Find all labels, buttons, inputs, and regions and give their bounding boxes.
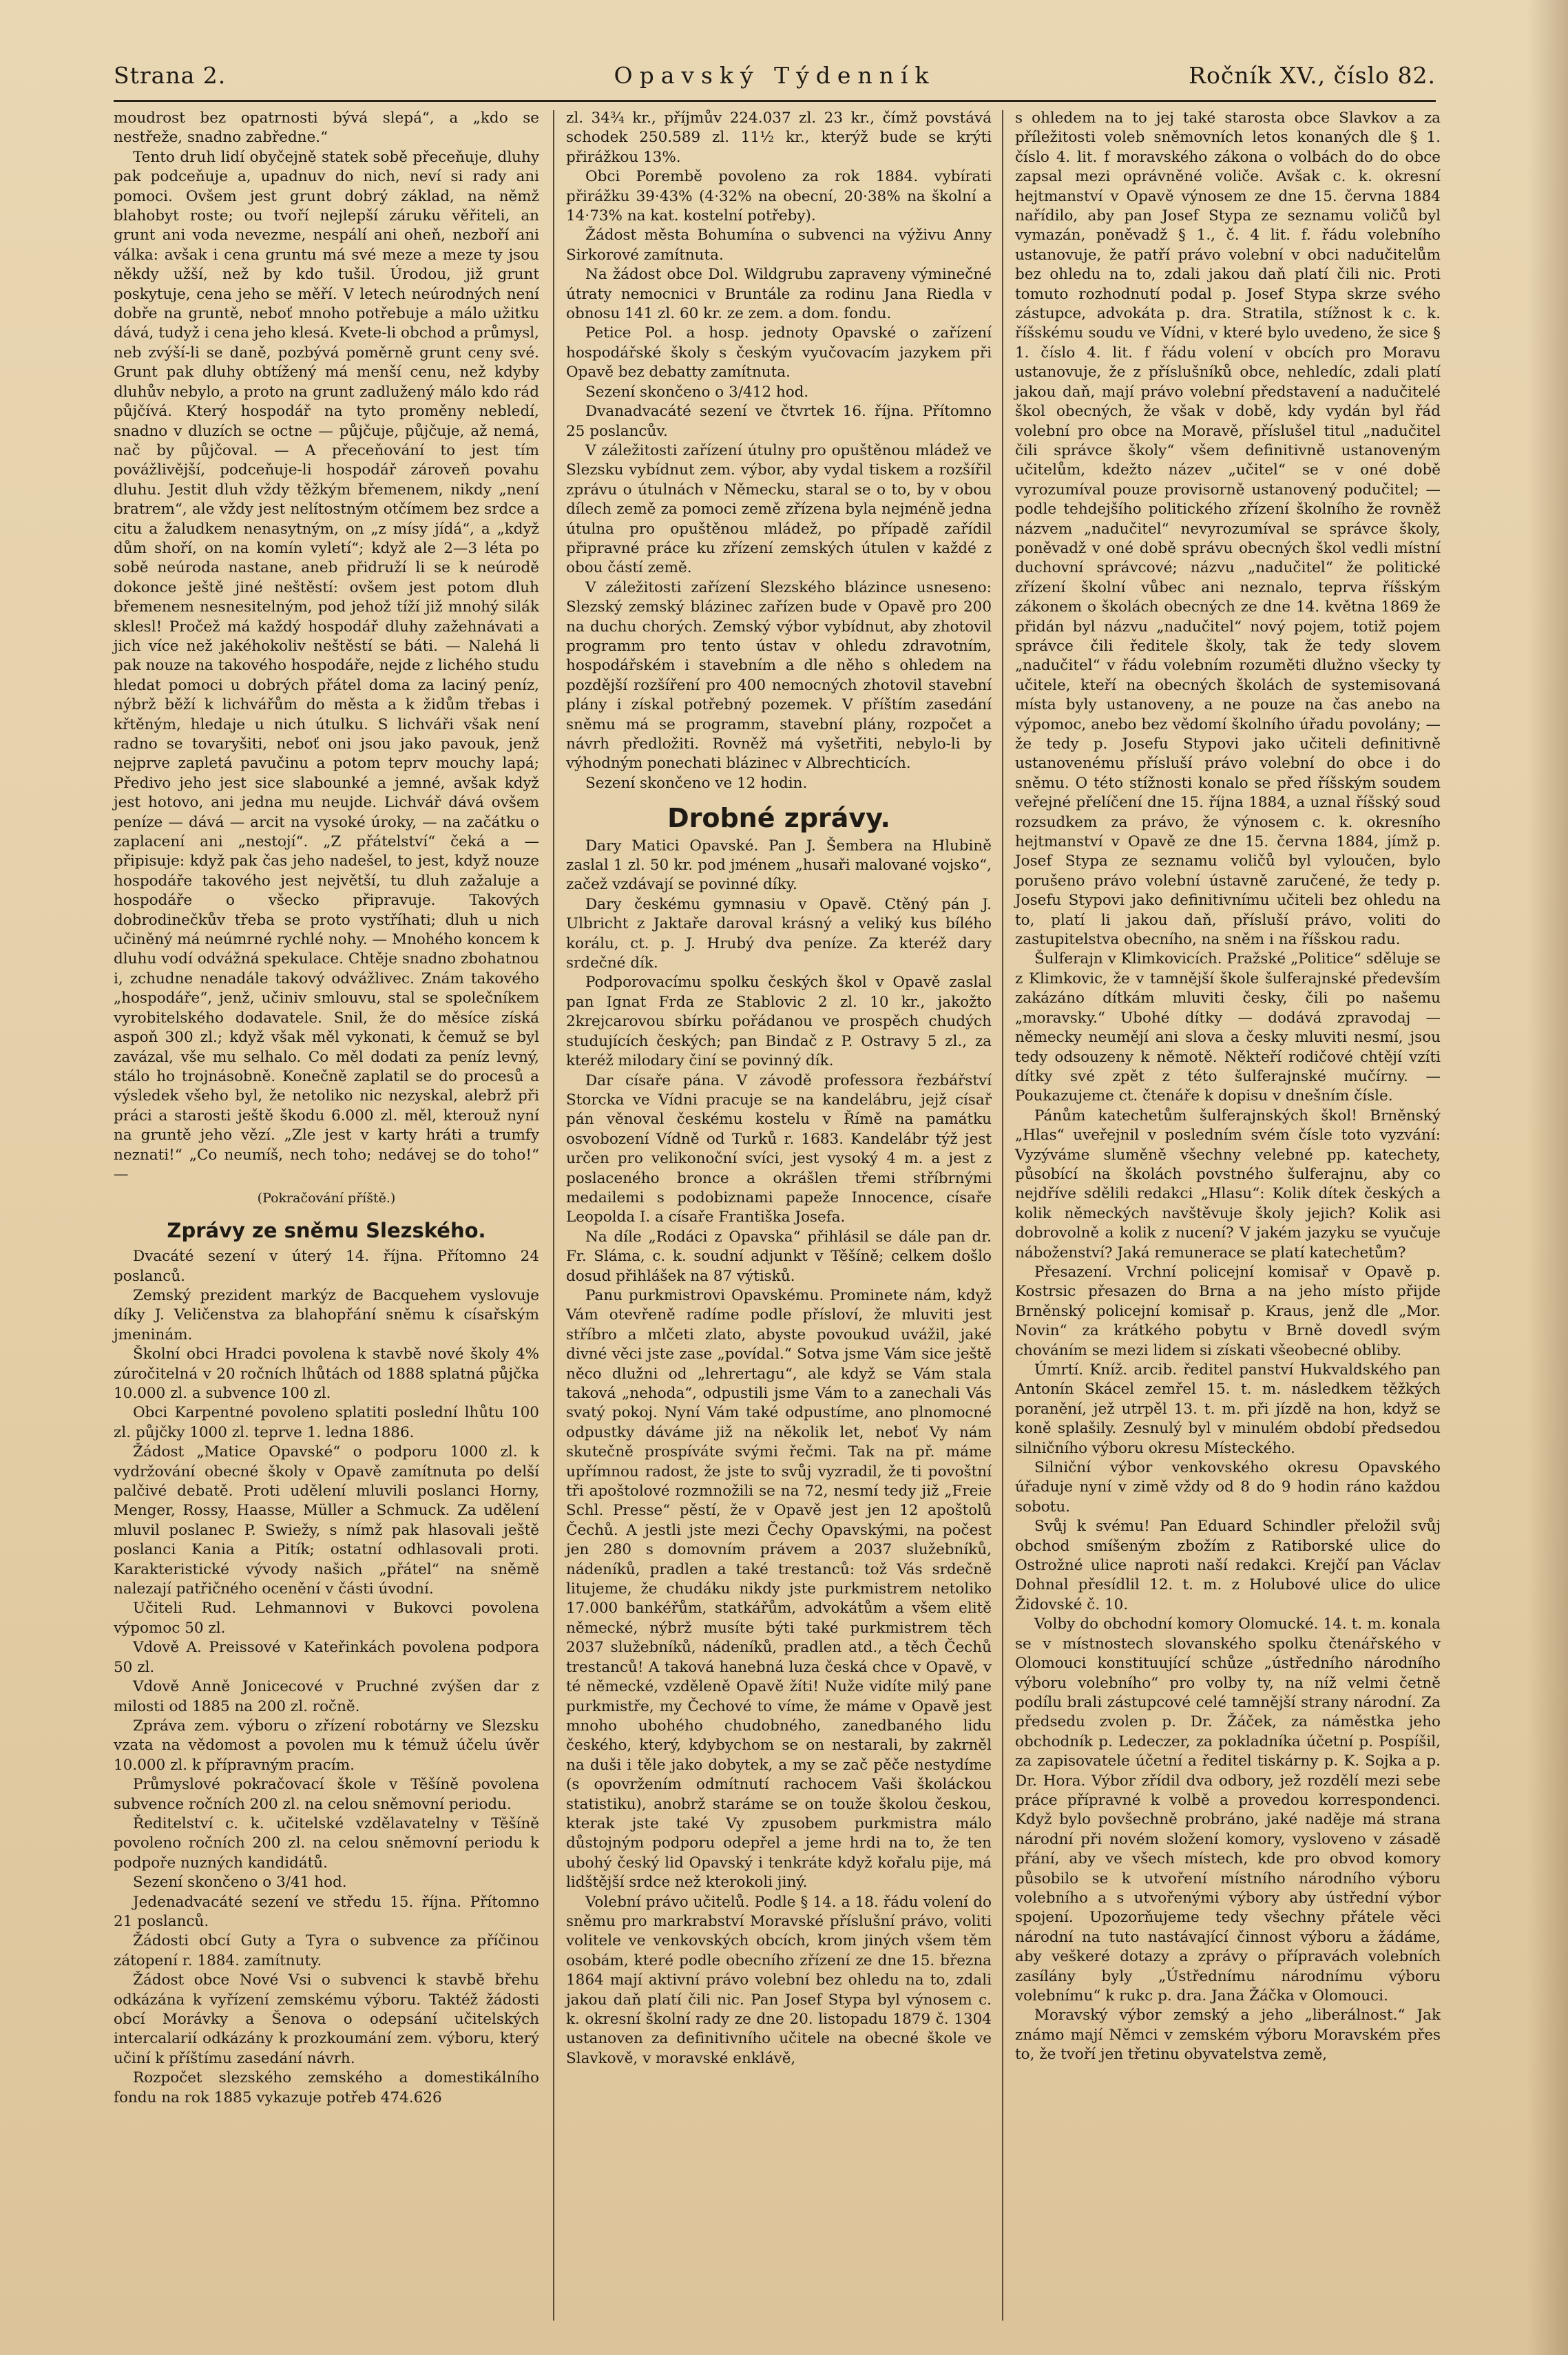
news-item: Svůj k svému! Pan Eduard Schindler přeložil svůj obchod smíšeným zbožím z Ratiborské ulice do Ostrožné ulice naproti naší redakci. Krejčí pan Václav Dohnal přesídlil 12. t. m. z Holubové ulice do ulice Židovské č. 10.: [1015, 1518, 1441, 1613]
news-item: Úmrtí. Kníž. arcib. ředitel panství Hukvaldského pan Antonín Skácel zemřel 15. t. m. následkem těžkých poranění, jež utrpěl 13. t. m. při jízdě na hon, když se koně splašily. Zesnulý byl v minulém období předsedou silničního výboru okresu Místeckého.: [1015, 1361, 1441, 1457]
news-item: Šulferajn v Klimkovicích. Pražské „Politice“ sděluje se z Klimkovic, že v tamnější škole šulferajnské především zakázáno dítkám mluviti česky, čili po našemu „moravsky.“ Ubohé dítky — dodává zpravodaj — německy neumějí ani slova a česky mluviti nesmí, jsou tedy odsouzeny k němotě. Někteří rodičové chtějí vzíti dítky své zpět z této šulferajnské mučírny. — Poukazujeme ct. čtenáře k dopisu v dnešním čísle.: [1015, 950, 1441, 1105]
news-item: Panu purkmistrovi Opavskému. Prominete nám, když Vám otevřeně radíme podle přísloví, že mluviti jest stříbro a mlčeti zlato, abyste povoukud uvážil, jaké divné věci jste zase „povídal.“ Sotva jsme Vám sice ještě něco dlužni od „lehrertagu“, ale když se Vám stala taková „nehoda“, odpustili jsme Vám to a zanechali Vás svatý pokoj. Nyní Vám také odpustíme, ano plnomocné odpustky dáváme již na několik let, neboť Vy nám skutečně prospíváte svými řečmi. Tak na př. máme upřímnou radost, že jste to svůj vyzradil, že ti povoštní tři apoštolové rozmnožili se na 72, nesmí tedy již „Freie Schl. Presse“ pěstí, že v Opavě jest jen 12 apoštolů Čechů. A jestli jste mezi Čechy Opavskými, na počest jen 280 s domovním právem a 2037 služebníků, nádeníků, pradlen a také trestanců: tož Vás srdečně litujeme, že chudáku nikdy jste purkmistrem netoliko 17.000 bankéřům, statkářům, advokátům a všem elitě německé, nýbrž musíte býti také purkmistrem těch 2037 služebníků, nádeníků, pradlen atd., a těch Čechů trestanců! A taková hanebná luza česká chce v Opavě, v té německé, vzděleně Opavě žíti! Nuže vidíte milý pane purkmistře, my Čechové to víme, že máme v Opavě jest mnoho ubohého chudobného, zanedbaného lidu českého, který, kdybychom se on nestarali, by zakrněl na duši i těle jako dobytek, a my se zač pěče nestydíme (s opovržením odmítnutí rachocem Vaši školáckou statistiku), anobrž staráme se on touže školou českou, kterak jste také Vy zpusobem purkmistra málo důstojným podporu odepřel a jeme hrdi na to, že ten ubohý český lid Opavský i tenkráte když kořalu pije, má lidštější srdce než kterokoli jiný.: [566, 1286, 992, 1892]
paragraph: zl. 34¾ kr., příjmův 224.037 zl. 23 kr., čímž povstává schodek 250.589 zl. 11½ kr., kterýž bude se krýti přirážkou 13%.: [566, 109, 992, 166]
paragraph: V záležitosti zařízení útulny pro opuštěnou mládež ve Slezsku vybídnut zem. výbor, aby vydal tiskem a rozšířil zprávu o útulnách v Německu, staral se o to, by v obou dílech země za pomoci země zřízena byla nejméně jedna útulna pro opuštěnou mládež, po případě zařídil připravné práce ku zřízení zemských útulen v každé z obou částí země.: [566, 441, 992, 577]
column-divider: [553, 110, 554, 2321]
column-2: [566, 109, 992, 2069]
header-rule: [114, 100, 1436, 102]
paragraph: Zemský prezident markýz de Bacquehem vyslovuje díky J. Veličenstva za blahopřání sněmu k císařským jmeninám.: [114, 1286, 539, 1343]
paragraph: Tento druh lidí obyčejně statek sobě přeceňuje, dluhy pak podceňuje a, upadnuv do nich, neví si rady ani pomoci. Ovšem jest grunt dobrý základ, na němž blahobyt roste; ou tvoří nejlepší záruku věřiteli, an grunt ani voda nevezme, nespálí ani oheň, nezboří ani válka: avšak i cena gruntu má své meze a meze ty jsou někdy užší, než by kdo tušil. Úrodou, již grunt poskytuje, cena jeho se měří. V letech neúrodných není dobře na gruntě, neboť mnoho potřebuje a málo užitku dává, tudyž i cena jeho klesá. Kvete-li obchod a průmysl, neb zvýší-li se daně, pozbývá poměrně grunt ceny své. Grunt pak dluhy obtížený má menší cenu, než kdyby dluhův nebylo, a proto na grunt zadlužený málo kdo rád půjčívá. Který hospodář na tyto proměny nebledí, snadno v dluzích se octne — půjčuje, půjčuje, až nemá, nač by půjčoval. — A přeceňování to jest tím povážlivější, podceňuje-li hospodář zároveň povahu dluhu. Jestit dluh vždy těžkým břemenem, nikdy „není bratrem“, ale vždy jest nelítostným otčímem bez srdce a citu a žaludkem nenasytným, on „z mísy jídá“, a „když dům shoří, on na komín vyletí“; když ale 2—3 léta po sobě neúroda nastane, aneb přidruží li se k neúrodě dokonce ještě jiné neštěstí: ovšem jest potom dluh břemenem nesnesitelným, pod jehož tíží již mnohý silák sklesl! Pročež má každý hospodář dluhy zažehnávati a jich více než jakéhokoliv neštěstí se báti. — Nalehá li pak nouze na takového hospodáře, nejde z lichého studu hledat pomoci u dobrých přátel doma za laciný peníz, nýbrž běží k lichvářům do města a k židům třebas i křtěným, hledaje u nich útulku. S lichváři však není radno se tovaryšiti, neboť oni jsou jako pavouk, jenž nejprve zapletá pavučinu a potom teprv mouchy lapá; Předivo jeho jest sice slabounké a jemné, avšak když jest hotovo, ani jedna mu neujde. Lichvář dává ovšem peníze — dává — arcit na vysoké úroky, — na začátku o zaplacení ani „nestojí“. „Z přátelství“ čeká a — připisuje: když pak čas jeho nadešel, to jest, když nouze hospodáře takového jest největší, tu dluh zažaluje a hospodáře o všecko připravuje. Takových dobrodinečkův třeba se proto vystříhati; dluh u nich učiněný má neúmrné rychlé nohy. — Mnohého koncem k dluhu vodí odvážná spekulace. Chtěje snadno zbohatnou i, zchudne nenadále takový odvážlivec. Znám takového „hospodáře“, jenž, učiniv smlouvu, stal se společníkem vyrobitelského dodavatele. Snil, že do měsíce získá aspoň 300 zl.; když však měl vykonati, k čemuž se byl zavázal, vše mu selhalo. Co měl dodati za peníz levný, stálo ho trojnásobně. Konečně zaplatil se do procesů a výsledek všeho byl, že netoliko nic nezyskal, alebrž při práci a starosti ještě škodu 6.000 zl. měl, kterouž nyní na gruntě jeho vězí. „Zle jest v karty hráti a trumfy neznati!“ „Co neumíš, nech toho; nedávej se do toho!“ —: [114, 148, 540, 1183]
paragraph: V záležitosti zařízení Slezského blázince usneseno: Slezský zemský blázinec zařízen bude v Opavě pro 200 na duchu chorých. Zemský výbor vybídnut, aby zhotovil programm pro tento ústav v ohledu zdravotním, hospodářském i stavebním a dle něho s ohledem na pozdější rozšíření pro 400 nemocných zhotovil stavební plány i získal potřebný pozemek. V příštím zasedání sněmu má se programm, stavební plány, rozpočet a návrh předložiti. Rovněž má vyšetřiti, nebylo-li by výhodným ponechati blázinec v Albrechticích.: [566, 578, 992, 773]
news-item: Volební právo učitelů. Podle § 14. a 18. řádu volení do sněmu pro markrabství Moravské příslušní právo, voliti volitele ve venkovských obcích, krom jiných všem těm osobám, které podle obecního zřízení ze dne 15. března 1864 mají aktivní právo volební bez ohledu na to, zdali jakou daň platí čili nic. Pan Josef Stypa byl výnosem c. k. okresní školní rady ze dne 20. listopadu 1879 č. 1304 ustanoven za definitivního učitele na obecné škole ve Slavkově, v moravské enklávě,: [566, 1893, 992, 2067]
paragraph: Ředitelství c. k. učitelské vzdělavatelny v Těšíně povoleno ročních 200 zl. na celou sněmovní periodu k podpoře nuzných kandidátů.: [114, 1814, 539, 1872]
paragraph: Zpráva zem. výboru o zřízení robotárny ve Slezsku vzata na vědomost a povolen mu k témuž účelu úvěr 10.000 zl. k přípravným pracím.: [114, 1717, 539, 1774]
column-3: [1015, 109, 1441, 2065]
paragraph: Vdově Anně Jonicecové v Pruchné zvýšen dar z milosti od 1885 na 200 zl. ročně.: [114, 1678, 539, 1715]
paragraph: s ohledem na to jej také starosta obce Slavkov a za příležitosti voleb sněmovních letos konaných dle § 1. číslo 4. lit. f moravského zákona o volbách do do obce zapsal mezi oprávněné voliče. Avšak c. k. okresní hejtmanství v Opavě výnosem ze dne 15. června 1884 nařídilo, aby pan Josef Stypa ze seznamu voličů byl vymazán, poněvadž § 1., č. 4 lit. f. řádu volebního ustanovuje, že patří právo volební v obci nadučitelům bez ohledu na to, zdali jakou daň platí čili nic. Proti tomuto rozhodnutí podal p. Josef Stypa skrze svého zástupce, advokáta p. dra. Stratila, stížnost k c. k. říšskému soudu ve Vídni, v které bylo uvedeno, že sice § 1. číslo 4. lit. f řádu volení v obcích pro Moravu ustanovuje, že z příslušníků obce, nehledíc, zdali platí jakou daň, mají právo volební představení a nadučitelé škol obecných, že však v době, kdy vydán byl řád volební pro obce na Moravě, příslušel titul „nadučitel čili správce školy“ všem definitivně ustanoveným učitelům, kdežto název „učitel“ se v oné době vyrozumíval pouze provisorně ustanovený podučitel; — podle tehdejšího politického zřízení školního že rovněž názvem „nadučitel“ nevyrozumíval se správce školy, poněvadž v oné době správu obecných škol vedli místní duchovní správcové; názvu „nadučitel“ že politické zřízení školní vůbec ani neznalo, teprva říšským zákonem o školách obecných ze dne 14. května 1869 že přidán byl názvu „nadučitel“ nový pojem, totiž pojem správce čili ředitele školy, tak že tedy slovem „nadučitel“ v řádu volebním rozuměti dlužno všecky ty učitele, kteří na obecných školách de systemisovaná místa byly ustanoveny, a ne pouze na čas anebo na výpomoc, anebo bez vědomí školního úřadu povolány; — že tedy p. Josefu Stypovi jako učiteli definitivně ustanovenému přísluší právo volební do obce i do sněmu. O této stížnosti konalo se před říšským soudem veřejné přelíčení dne 15. října 1884, a uznal říšský soud rozsudkem za právo, že výnosem c. k. okresního hejtmanství v Opavě ze dne 15. června 1884, jímž p. Josef Stypa ze seznamu voličů byl vyloučen, bylo porušeno právo volební ústavně zaručené, že tedy p. Josefu Stypovi jako definitivnímu učiteli bez ohledu na to, platí li jakou daň, přísluší právo, voliti do zastupitelstva obecního, na sněm i na říšskou radu.: [1015, 109, 1441, 949]
newspaper-title: Opavský Týdenník: [614, 62, 936, 89]
page-number: Strana 2.: [114, 62, 227, 89]
news-item: Pánům katechetům šulferajnských škol! Brněnský „Hlas“ uveřejnil v posledním svém čísle toto vyzvání: Vyzýváme sluměně všechny velebné pp. katechety, působící na školách povstného šulferajnu, aby co nejdříve sdělili redakci „Hlasu“: Kolik dítek českých a kolik německých navštěvuje školy jejich? Kolik asi dobrovolně a kolik z nucení? V jakém jazyku se vyučuje náboženství? Jaká remunerace se platí katechetům?: [1015, 1107, 1441, 1262]
paragraph: Dvanadvacáté sezení ve čtvrtek 16. října. Přítomno 25 poslancův.: [566, 403, 992, 440]
issue-number: Ročník XV., číslo 82.: [1189, 62, 1436, 89]
column-1: [114, 109, 539, 2108]
paragraph: Školní obci Hradci povolena k stavbě nové školy 4% zúročitelná v 20 ročních lhůtách od 1888 splatná půjčka 10.000 zl. a subvence 100 zl.: [114, 1346, 539, 1402]
paragraph: Rozpočet slezského zemského a domestikálního fondu na rok 1885 vykazuje potřeb 474.626: [114, 2069, 539, 2106]
paragraph: Sezení skončeno o 3/412 hod.: [585, 383, 809, 401]
paragraph: Obci Porembě povoleno za rok 1884. vybírati přirážku 39·43% (4·32% na obecní, 20·38% na školní a 14·73% na kat. kostelní potřeby).: [566, 168, 992, 225]
column-divider: [1002, 110, 1003, 2321]
news-item: Dary Matici Opavské. Pan J. Šembera na Hlubině zaslal 1 zl. 50 kr. pod jménem „husaři malované vojsko“, začež vzdávají se povinné díky.: [566, 837, 992, 894]
paragraph: Žádost „Matice Opavské“ o podporu 1000 zl. k vydržování obecné školy v Opavě zamítnuta po delší palčivé debatě. Proti udělení mluvili poslanci Horny, Menger, Rossy, Haasse, Müller a Schmuck. Za udělení mluvil poslanec P. Swiežy, s nímž pak hlasovali ještě poslanci Kania a Pitík; ostatní odhlasovali proti. Karakteristické vývody našich „přátel“ na sněmě nalezají patřičného ocenění v části úvodní.: [114, 1443, 539, 1598]
continued-note: (Pokračování příště.): [257, 1191, 396, 1206]
paragraph: Žádost města Bohumína o subvenci na výživu Anny Sirkorové zamítnuta.: [566, 227, 992, 264]
news-item: Silniční výbor venkovského okresu Opavského úřaduje nyní v zimě vždy od 8 do 9 hodin ráno každou sobotu.: [1015, 1459, 1441, 1516]
paragraph: Na žádost obce Dol. Wildgrubu zapraveny výminečné útraty nemocnici v Bruntále za rodinu Jana Riedla v obnosu 141 zl. 60 kr. ze zem. a dom. fondu.: [566, 266, 992, 323]
page-header: [114, 62, 1436, 103]
paragraph: Sezení skončeno o 3/41 hod.: [133, 1874, 347, 1892]
news-item: Dar císaře pána. V závodě professora řezbářství Storcka ve Vídni pracuje se na kandelábru, jejž císař pán věnoval českému kostelu v Římě na památku osvobození Vídně od Turků r. 1683. Kandelábr týž jest určen pro velikonoční svíci, jest vysoký 4 m. a jest z poslaceného bronce a okrášlen třemi stříbrnými medailemi s podobiznami papeže Innocence, císaře Leopolda I. a císaře Františka Josefa.: [566, 1071, 992, 1226]
paragraph: Petice Pol. a hosp. jednoty Opavské o zařízení hospodářské školy s českým vyučovacím jazykem při Opavě bez debatty zamítnuta.: [566, 324, 992, 381]
paragraph: Učiteli Rud. Lehmannovi v Bukovci povolena výpomoc 50 zl.: [114, 1600, 539, 1637]
paragraph: Žádost obce Nové Vsi o subvenci k stavbě břehu odkázána k vyřízení zemskému výboru. Taktéž žádosti obcí Morávky a Šenova o odepsání učitelských intercalarií odkázány k prozkoumání zem. výboru, který učiní k příštímu zasedání návrh.: [114, 1971, 539, 2067]
section-heading: Drobné zprávy.: [667, 803, 890, 834]
paragraph: Sezení skončeno ve 12 hodin.: [585, 774, 808, 792]
news-item: Volby do obchodní komory Olomucké. 14. t. m. konala se v místnostech slovanského spolku čtenářského v Olomouci konstituující schůze „ústředního národního výboru volebního“ pro volby ty, na níž velmi četně podílu brali zástupcové celé tamnější strany národní. Za předsedu zvolen p. Dr. Žáček, za náměstka jeho obchodník p. Ledeczer, za pokladníka účetní p. Pospíšil, za zapisovatele účetní a ředitel tiskárny p. K. Sojka a p. Dr. Hora. Výbor zřídil dva odbory, jež rozdělí mezi sebe práce přípravné k volbě a provedou korrespondenci. Když bylo povšechně probráno, jaké naděje má strana národní při novém složení komory, vysloveno v zásadě přání, aby ve všech místech, kde pro obvod komory působilo se k utvoření místního národního výboru volebního a s utvořenými výbory aby ústřední výbor spojení. Upozorňujeme tedy všechny přátele věci národní na tuto nastávající činnost výboru a žádáme, aby veškeré dotazy a zprávy o přípravách volebních zasílány byly „Ústřednímu národnímu výboru volebnímu“ k rukc p. dra. Jana Žáčka v Olomouci.: [1015, 1615, 1441, 2005]
news-item: Na díle „Rodáci z Opavska“ přihlásil se dále pan dr. Fr. Sláma, c. k. soudní adjunkt v Těšíně; celkem došlo dosud přihlášek na 87 výtisků.: [566, 1228, 992, 1285]
news-item: Moravský výbor zemský a jeho „liberálnost.“ Jak známo mají Němci v zemském výboru Moravském přes to, že tvoří jen třetinu obyvatelstva země,: [1015, 2007, 1441, 2064]
news-item: Přesazení. Vrchní policejní komisař v Opavě p. Kostrsic přesazen do Brna a na jeho místo přijde Brněnský policejní komisař p. Kraus, jenž dle „Mor. Novin“ za krátkého pobytu v Brně dovedl svým chováním se mezi lidem si získati všeobecné obliby.: [1015, 1263, 1441, 1359]
paragraph: Dvacáté sezení v úterý 14. října. Přítomno 24 poslanců.: [114, 1248, 539, 1285]
paragraph: moudrost bez opatrnosti bývá slepá“, a „kdo se nestřeže, snadno zabředne.“: [114, 109, 539, 147]
paragraph: Průmyslové pokračovací škole v Těšíně povolena subvence ročních 200 zl. na celou sněmovní periodu.: [114, 1776, 539, 1813]
paragraph: Obci Karpentné povoleno splatiti poslední lhůtu 100 zl. půjčky 1000 zl. teprve 1. ledna 1886.: [114, 1404, 539, 1441]
news-item: Podporovacímu spolku českých škol v Opavě zaslal pan Ignat Frda ze Stablovic 2 zl. 10 kr., jakožto 2krejcarovou sbírku pořádanou ve prospěch chudých studujících českých; pan Bindač z P. Ostravy 5 zl., za kteréž milodary činí se povinný dík.: [566, 974, 992, 1070]
paragraph: Vdově A. Preissové v Kateřinkách povolena podpora 50 zl.: [114, 1639, 539, 1676]
news-item: Dary českému gymnasiu v Opavě. Ctěný pán J. Ulbricht z Jaktaře daroval krásný a veliký kus bílého korálu, ct. p. J. Hrubý dva peníze. Za kteréž dary srdečné dík.: [566, 895, 992, 972]
paragraph: Jedenadvacáté sezení ve středu 15. října. Přítomno 21 poslanců.: [114, 1893, 539, 1930]
paragraph: Žádosti obcí Guty a Tyra o subvence za příčinou zátopení r. 1884. zamítnuty.: [114, 1932, 539, 1969]
section-heading: Zprávy ze sněmu Slezského.: [167, 1218, 486, 1242]
